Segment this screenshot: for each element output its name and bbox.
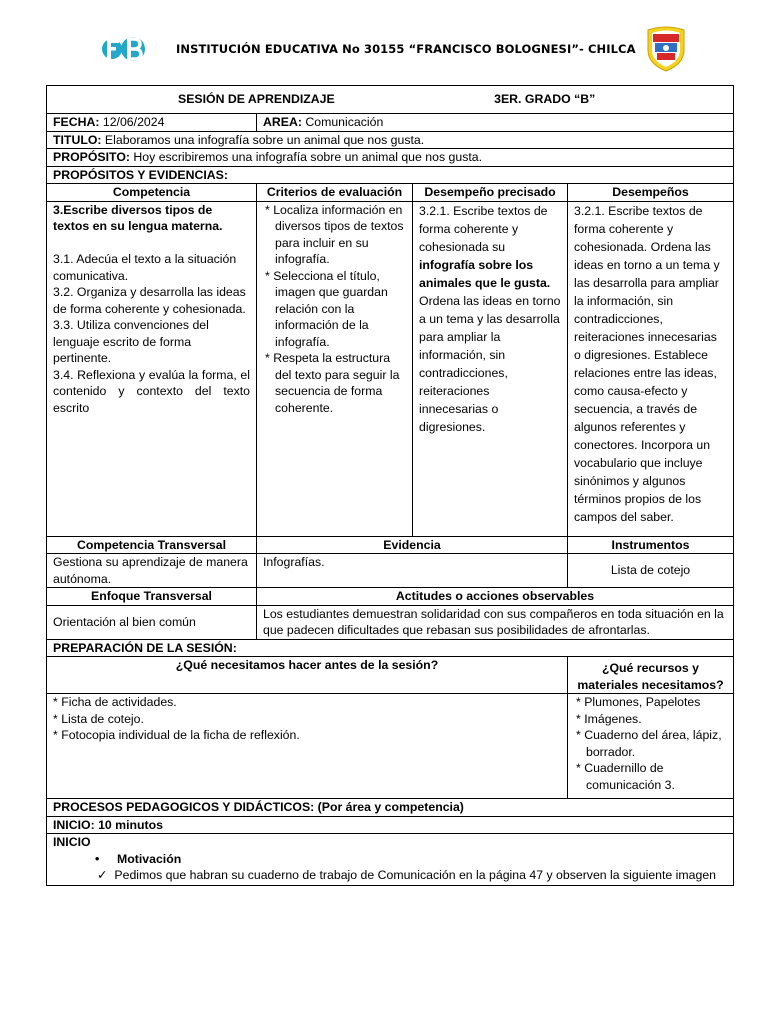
fb-logo-icon — [100, 30, 146, 68]
purposes-heading-row — [47, 166, 734, 184]
inicio-row — [47, 834, 734, 886]
session-title: SESIÓN DE APRENDIZAJE — [178, 92, 335, 107]
proposito-label: PROPÓSITO: — [53, 150, 130, 164]
col-desempeno-precisado: Desempeño precisado — [413, 184, 568, 202]
competencia-transversal-value: Gestiona su aprendizaje de manera autónoma. — [47, 554, 257, 588]
col-actitudes: Actitudes o acciones observables — [257, 588, 734, 606]
titulo-row — [47, 131, 734, 149]
preparation-heading-row — [47, 639, 734, 657]
col-competencia: Competencia — [47, 184, 257, 202]
purposes-heading: PROPÓSITOS Y EVIDENCIAS: — [47, 166, 734, 184]
instruction-text: Pedimos que habran su cuaderno de trabajo de Comunicación en la página 47 y observen la siguiente imagen — [114, 868, 717, 882]
instrumento-value: Lista de cotejo — [568, 554, 734, 588]
fecha-label: FECHA: — [53, 115, 100, 129]
desempeno-precisado-text-2: Ordena las ideas en torno a un tema y las desarrolla para ampliar la información, sin contradicciones, reiteraciones innecesarias o digresiones. — [419, 293, 561, 434]
school-crest-icon — [644, 24, 688, 72]
session-title-row — [47, 86, 734, 114]
antes-item: * Ficha de actividades. — [53, 695, 177, 709]
recurso-item: * Cuadernillo de comunicación 3. — [576, 761, 675, 792]
motivacion-label: Motivación — [117, 851, 182, 866]
processes-heading-row — [47, 799, 734, 817]
criterios-cell — [257, 201, 413, 536]
competencia-item: 3.3. Utiliza convenciones del lenguaje escrito de forma pertinente. — [53, 318, 209, 365]
enfoque-body-row — [47, 605, 734, 639]
grade-label: 3ER. GRADO “B” — [494, 92, 596, 107]
desempeno-precisado-cell — [413, 201, 568, 536]
purposes-header-row — [47, 184, 734, 202]
col-instrumentos: Instrumentos — [568, 536, 734, 554]
competencia-cell — [47, 201, 257, 536]
recursos-cell — [568, 694, 734, 799]
area-value: Comunicación — [305, 115, 384, 129]
enfoque-value: Orientación al bien común — [47, 605, 257, 639]
transversal-body-row — [47, 554, 734, 588]
inicio-time: INICIO: 10 minutos — [47, 816, 734, 834]
processes-heading: PROCESOS PEDAGOGICOS Y DIDÁCTICOS: (Por área y competencia) — [47, 799, 734, 817]
antes-item: * Lista de cotejo. — [53, 711, 144, 726]
preparation-header-row — [47, 657, 734, 694]
inicio-label: INICIO — [53, 835, 91, 849]
col-recursos: ¿Qué recursos y materiales necesitamos? — [568, 657, 734, 694]
purposes-body-row — [47, 201, 734, 536]
criterio-item: * Selecciona el título, imagen que guardan relación con la información de la infografía. — [265, 268, 388, 349]
competencia-item: 3.2. Organiza y desarrolla las ideas de forma coherente y cohesionada. — [53, 285, 246, 316]
antes-cell — [47, 694, 568, 799]
col-evidencia: Evidencia — [257, 536, 568, 554]
desempenos-cell: 3.2.1. Escribe textos de forma coherente y cohesionada. Ordena las ideas en torno a un tema y las desarrolla para ampliar la información, sin contradicciones, reiteraciones innecesarias o digresiones. Establece relaciones entre las ideas, como causa-efecto y secuencia, a través de algunos referentes y conectores. Incorpora un vocabulario que incluye sinónimos y algunos términos propios de los campos del saber. — [568, 201, 734, 536]
competencia-main: 3.Escribe diversos tipos de textos en su lengua materna. — [53, 202, 223, 233]
criterio-item: * Respeta la estructura del texto para seguir la secuencia de forma coherente. — [265, 351, 400, 415]
school-name: INSTITUCIÓN EDUCATIVA No 30155 “FRANCISCO BOLOGNESI”- CHILCA — [176, 42, 636, 56]
proposito-row — [47, 149, 734, 167]
titulo-label: TITULO: — [53, 132, 102, 147]
col-criterios: Criterios de evaluación — [257, 184, 413, 202]
page-header — [0, 22, 768, 78]
checkmark-icon: ✓ — [97, 868, 108, 882]
preparation-body-row — [47, 694, 734, 799]
recurso-item: * Plumones, Papelotes — [576, 695, 701, 709]
session-table — [46, 85, 734, 886]
bullet-icon: • — [95, 851, 100, 866]
area-label: AREA: — [263, 115, 302, 129]
enfoque-header-row — [47, 588, 734, 606]
recurso-item: * Cuaderno del área, lápiz, borrador. — [576, 728, 722, 759]
preparation-heading: PREPARACIÓN DE LA SESIÓN: — [47, 639, 734, 657]
desempeno-precisado-text: 3.2.1. Escribe textos de forma coherente y cohesionada su — [419, 203, 548, 254]
criterio-item: * Localiza información en diversos tipos de textos para incluir en su infografía. — [265, 202, 404, 266]
proposito-value: Hoy escribiremos una infografía sobre un animal que nos gusta. — [133, 150, 483, 164]
evidencia-value: Infografías. — [257, 554, 568, 588]
fecha-area-row — [47, 114, 734, 132]
actitudes-value: Los estudiantes demuestran solidaridad con sus compañeros en toda situación en la que padecen dificultades que rebasan sus posibilidades de afrontarlas. — [257, 605, 734, 639]
antes-item: * Fotocopia individual de la ficha de reflexión. — [53, 728, 300, 742]
desempeno-precisado-highlight: infografía sobre los animales que le gusta. — [419, 257, 551, 290]
recurso-item: * Imágenes. — [576, 711, 642, 726]
transversal-header-row — [47, 536, 734, 554]
fecha-value: 12/06/2024 — [102, 115, 165, 129]
competencia-item: 3.4. Reflexiona y evalúa la forma, el contenido y contexto del texto escrito — [53, 367, 250, 415]
col-desempenos: Desempeños — [568, 184, 734, 202]
competencia-item: 3.1. Adecúa el texto a la situación comunicativa. — [53, 252, 237, 283]
col-competencia-transversal: Competencia Transversal — [47, 536, 257, 554]
col-antes: ¿Qué necesitamos hacer antes de la sesión? — [47, 657, 568, 694]
inicio-time-row — [47, 816, 734, 834]
col-enfoque: Enfoque Transversal — [47, 588, 257, 606]
titulo-value: Elaboramos una infografía sobre un animal que nos gusta. — [104, 132, 425, 147]
